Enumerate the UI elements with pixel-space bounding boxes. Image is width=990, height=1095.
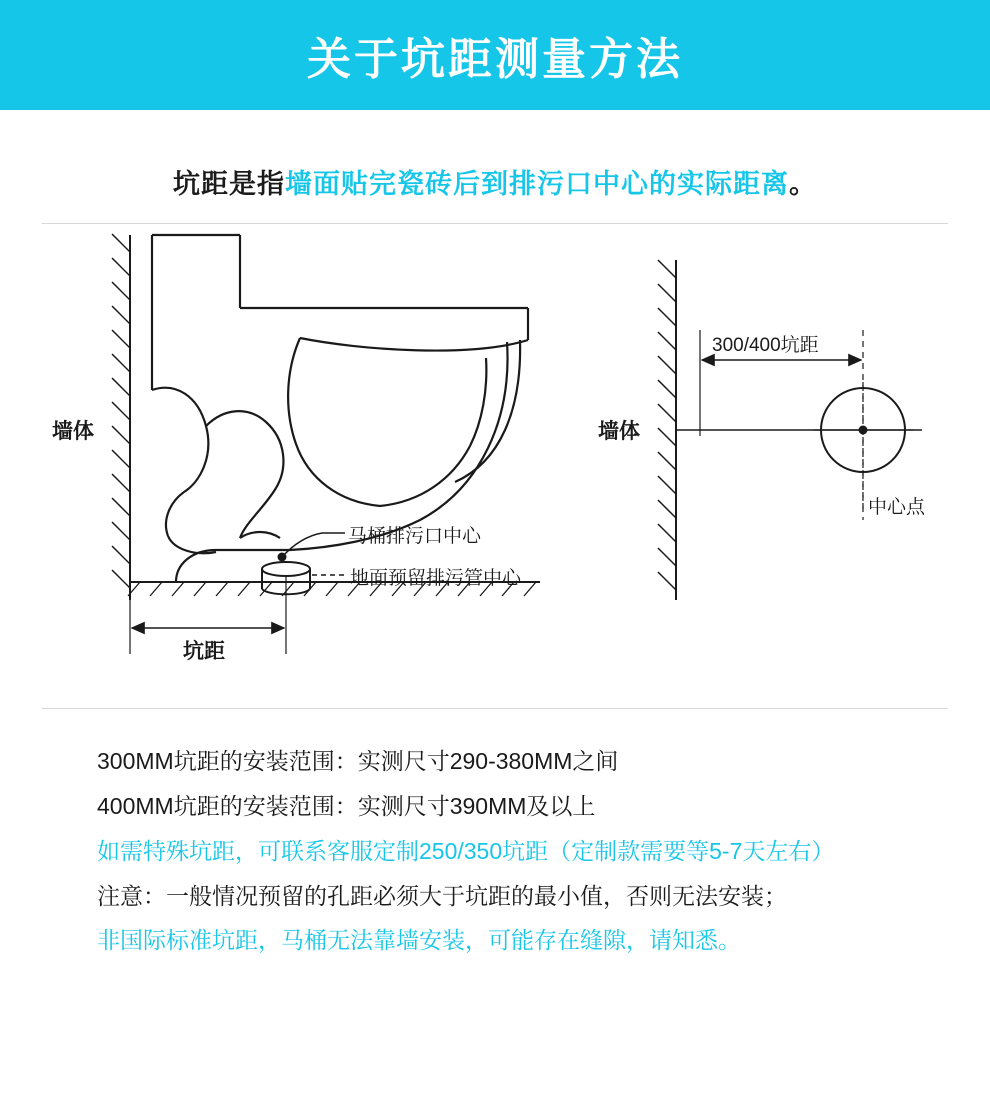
right-wall-label: 墙体 (598, 420, 640, 443)
right-diagram-group (658, 260, 922, 600)
definition-text (173, 162, 817, 201)
definition-suffix: 。 (789, 169, 817, 199)
outlet-center-label: 马桶排污口中心 (348, 526, 482, 547)
page-header-banner (0, 0, 990, 110)
note-line: 300MM坑距的安装范围：实测尺寸290-380MM之间 (97, 748, 619, 774)
left-dimension-label: 坑距 (183, 640, 225, 663)
note-line: 注意：一般情况预留的孔距必须大于坑距的最小值，否则无法安装； (97, 882, 787, 909)
definition-highlight: 墙面贴完瓷砖后到排污口中心的实际距离 (285, 169, 789, 199)
notes-section (42, 708, 948, 963)
left-diagram-group (112, 234, 540, 654)
note-line: 非国际标准坑距，马桶无法靠墙安装，可能存在缝隙，请知悉。 (97, 927, 741, 954)
note-line: 如需特殊坑距，可联系客服定制250/350坑距（定制款需要等5-7天左右） (97, 837, 835, 864)
note-line: 400MM坑距的安装范围：实测尺寸390MM及以上 (97, 792, 596, 819)
right-dimension-label: 300/400坑距 (712, 335, 819, 356)
diagram-illustration (0, 230, 990, 700)
definition-prefix: 坑距是指 (173, 169, 285, 199)
definition-section (42, 162, 948, 224)
floor-pipe-label: 地面预留排污管中心 (350, 568, 522, 589)
left-wall-label: 墙体 (52, 420, 94, 443)
diagram-svg (0, 230, 990, 700)
center-point-label: 中心点 (868, 497, 926, 518)
page-title: 关于坑距测量方法 (307, 35, 683, 84)
